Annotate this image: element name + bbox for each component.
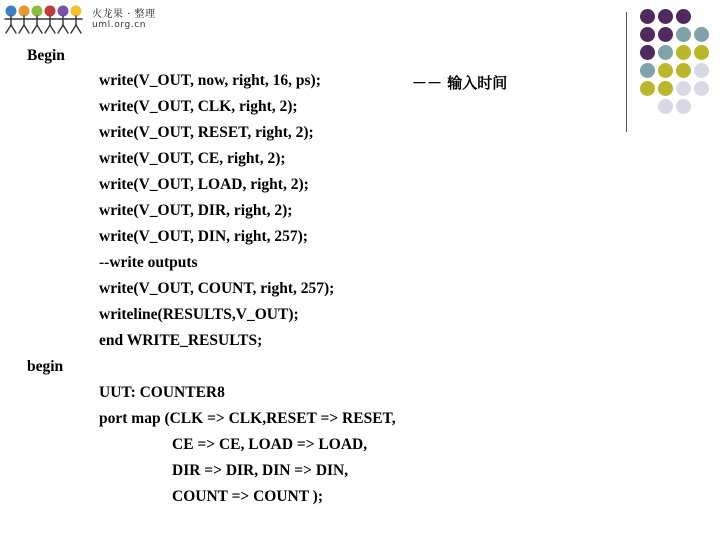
- decorative-dot: [694, 27, 709, 42]
- decorative-dot: [676, 9, 691, 24]
- decorative-dot: [640, 27, 655, 42]
- decorative-dot: [676, 45, 691, 60]
- decorative-dot: [676, 63, 691, 78]
- code-line: write(V_OUT, LOAD, right, 2);: [99, 176, 309, 193]
- decorative-dot: [694, 63, 709, 78]
- code-line: write(V_OUT, DIN, right, 257);: [99, 228, 308, 245]
- logo-brand-text: 火龙果 · 整理: [92, 9, 156, 20]
- decorative-dot: [658, 63, 673, 78]
- decorative-dot-grid: [640, 9, 716, 113]
- decorative-dot: [658, 99, 673, 114]
- logo-figures-icon: [4, 4, 88, 34]
- code-comment-line: --write outputs: [99, 254, 198, 271]
- decorative-dot: [676, 27, 691, 42]
- decorative-dot: [640, 9, 655, 24]
- logo-figure-icon: [18, 6, 30, 34]
- logo-figure-icon: [31, 6, 43, 34]
- logo-figure-icon: [70, 6, 82, 34]
- code-line: end WRITE_RESULTS;: [99, 332, 263, 349]
- decorative-dot: [658, 27, 673, 42]
- divider-line: [626, 12, 627, 132]
- decorative-dot: [694, 45, 709, 60]
- decorative-dot: [676, 81, 691, 96]
- code-line: writeline(RESULTS,V_OUT);: [99, 306, 299, 323]
- logo-figure-icon: [44, 6, 56, 34]
- decorative-dot: [694, 81, 709, 96]
- code-line: port map (CLK => CLK,RESET => RESET,: [99, 410, 396, 427]
- keyword-begin-lower: begin: [27, 358, 64, 375]
- logo-site-text: uml.org.cn: [92, 20, 147, 30]
- decorative-dot: [658, 45, 673, 60]
- decorative-dot: [640, 81, 655, 96]
- decorative-dot: [640, 63, 655, 78]
- decorative-dot: [640, 45, 655, 60]
- code-line: write(V_OUT, COUNT, right, 257);: [99, 280, 335, 297]
- decorative-dot: [658, 9, 673, 24]
- logo-figure-icon: [5, 6, 17, 34]
- code-line: write(V_OUT, DIR, right, 2);: [99, 202, 293, 219]
- code-line: write(V_OUT, CE, right, 2);: [99, 150, 286, 167]
- logo-figure-icon: [57, 6, 69, 34]
- decorative-dot: [676, 99, 691, 114]
- code-line: DIR => DIR, DIN => DIN,: [172, 462, 349, 479]
- code-line: UUT: COUNTER8: [99, 384, 225, 401]
- keyword-begin: Begin: [27, 47, 65, 64]
- code-line: write(V_OUT, CLK, right, 2);: [99, 98, 298, 115]
- code-line: write(V_OUT, RESET, right, 2);: [99, 124, 314, 141]
- chinese-comment: －－ 输入时间: [412, 74, 508, 92]
- code-line: write(V_OUT, now, right, 16, ps);: [99, 72, 321, 89]
- code-line: COUNT => COUNT );: [172, 488, 324, 505]
- decorative-dot: [658, 81, 673, 96]
- logo: [4, 4, 164, 34]
- code-line: CE => CE, LOAD => LOAD,: [172, 436, 368, 453]
